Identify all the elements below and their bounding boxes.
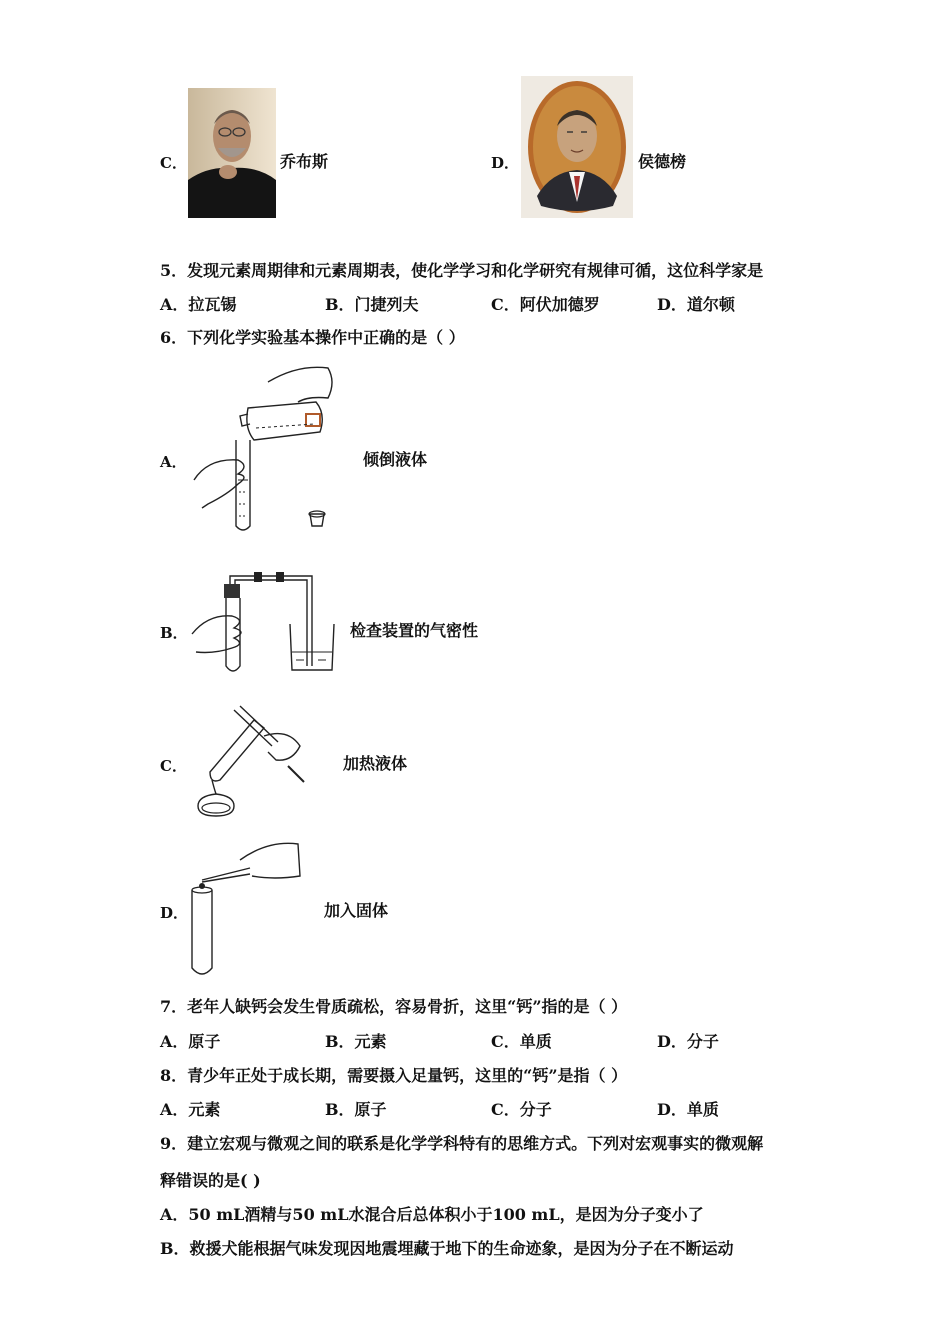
q4-option-c-letter: C． (160, 154, 187, 172)
q7-option-b: B．元素 (325, 1032, 387, 1051)
q7-option-a: A．原子 (160, 1032, 221, 1051)
q6-option-b-letter: B． (160, 624, 188, 642)
q6-option-a-caption: 倾倒液体 (363, 450, 428, 469)
hou-debang-portrait-image (521, 76, 633, 218)
q6-option-d-caption: 加入固体 (324, 901, 389, 920)
q4-option-d-letter: D． (491, 154, 520, 172)
q6-option-c-letter: C． (160, 757, 187, 775)
airtightness-check-illustration (190, 566, 340, 676)
q9-stem-line1: 9．建立宏观与微观之间的联系是化学学科特有的思维方式。下列对宏观事实的微观解 (160, 1134, 764, 1153)
q6-stem: 6．下列化学实验基本操作中正确的是（ ） (160, 328, 465, 347)
q9-option-a: A．50 mL酒精与50 mL水混合后总体积小于100 mL，是因为分子变小了 (160, 1205, 704, 1224)
q9-stem-line2: 释错误的是( ) (160, 1171, 261, 1190)
q8-option-a: A．元素 (160, 1100, 221, 1119)
heating-liquid-illustration (188, 702, 308, 820)
q5-option-d: D．道尔顿 (657, 295, 735, 314)
q7-option-d: D．分子 (657, 1032, 719, 1051)
q7-option-c: C．单质 (491, 1032, 552, 1051)
q6-option-c-caption: 加热液体 (343, 754, 408, 773)
q5-option-c: C．阿伏加德罗 (491, 295, 600, 314)
q4-option-d-name: 侯德榜 (638, 152, 687, 171)
q8-option-c: C．分子 (491, 1100, 552, 1119)
pouring-liquid-illustration (188, 362, 338, 534)
q5-stem: 5．发现元素周期律和元素周期表，使化学学习和化学研究有规律可循，这位科学家是 (160, 261, 764, 280)
q7-stem: 7．老年人缺钙会发生骨质疏松，容易骨折，这里“钙”指的是（ ） (160, 997, 628, 1016)
q8-option-d: D．单质 (657, 1100, 719, 1119)
q9-option-b: B．救援犬能根据气味发现因地震埋藏于地下的生命迹象，是因为分子在不断运动 (160, 1239, 734, 1258)
adding-solid-illustration (188, 838, 303, 978)
q6-option-a-letter: A． (160, 453, 187, 471)
jobs-portrait-image (188, 88, 276, 218)
q6-option-b-caption: 检查装置的气密性 (350, 621, 479, 640)
q5-option-b: B．门捷列夫 (325, 295, 419, 314)
q5-option-a: A．拉瓦锡 (160, 295, 237, 314)
q6-option-d-letter: D． (160, 904, 189, 922)
q8-stem: 8．青少年正处于成长期，需要摄入足量钙，这里的“钙”是指（ ） (160, 1066, 628, 1085)
q8-option-b: B．原子 (325, 1100, 387, 1119)
q4-option-c-name: 乔布斯 (280, 152, 329, 171)
